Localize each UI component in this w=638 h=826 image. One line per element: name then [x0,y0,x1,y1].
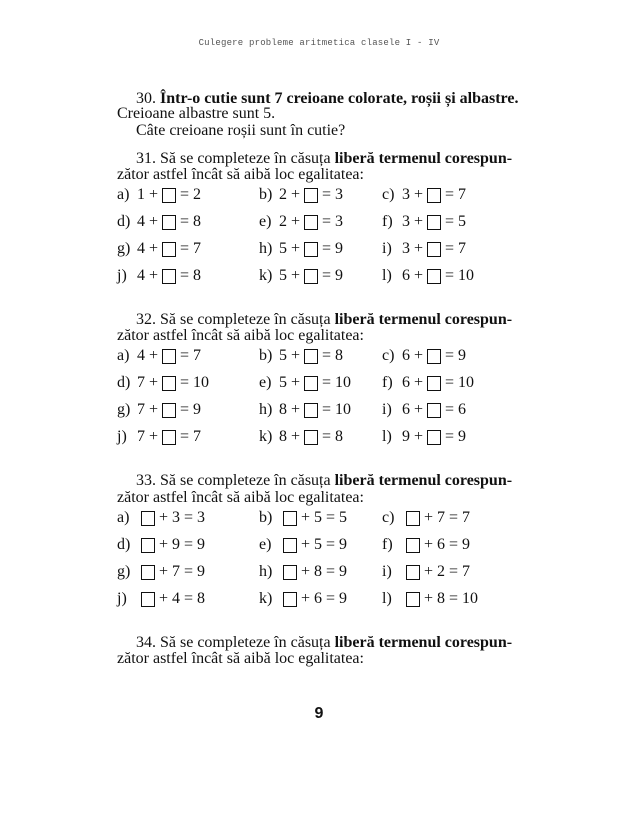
exercise-item [259,590,347,608]
answer-box[interactable] [427,269,441,284]
exercise-item [382,213,466,231]
exercise-right-side: = 10 [322,401,352,418]
problem-34-text-1a: Să se completeze în căsuța [160,634,335,651]
exercise-item [117,590,205,608]
exercise-left-term: 8 + [279,428,301,445]
exercise-right-side: = 10 [445,267,475,284]
exercise-left-term: 5 + [279,267,301,284]
exercise-label: k) [259,428,273,445]
problem-30-number: 30. [136,90,156,107]
exercise-label: h) [259,240,273,257]
exercise-label: d) [117,213,131,230]
exercise-item [259,186,343,204]
exercise-right-side: = 10 [445,374,475,391]
exercise-label: e) [259,536,272,553]
exercise-item [117,186,201,204]
answer-box[interactable] [304,188,318,203]
exercise-right-side: = 3 [322,186,344,203]
running-header: Culegere probleme aritmetica clasele I - IV [198,38,440,48]
exercise-label: f) [382,536,393,553]
exercise-left-term: 8 + [279,401,301,418]
answer-box[interactable] [162,430,176,445]
problem-32-number: 32. [136,311,156,328]
answer-box[interactable] [283,538,297,553]
exercise-item [382,590,478,608]
exercise-right-side: + 6 = 9 [424,536,471,553]
exercise-label: c) [382,347,395,364]
exercise-item [259,563,347,581]
exercise-left-term: 4 + [137,213,159,230]
exercise-right-side: + 5 = 9 [301,536,348,553]
exercise-left-term: 7 + [137,428,159,445]
exercise-item [117,536,205,554]
exercise-left-term: 4 + [137,267,159,284]
exercise-row [117,536,537,563]
exercise-right-side: + 8 = 9 [301,563,348,580]
exercise-label: j) [117,590,127,607]
answer-box[interactable] [141,538,155,553]
answer-box[interactable] [304,242,318,257]
exercise-item [117,347,201,365]
exercise-right-side: = 5 [445,213,467,230]
answer-box[interactable] [427,188,441,203]
exercise-right-side: = 6 [445,401,467,418]
exercise-left-term: 9 + [402,428,424,445]
answer-box[interactable] [304,349,318,364]
problem-32-line-2: zător astfel încât să aibă loc egalitatea: [117,327,364,344]
problem-33-number: 33. [136,472,156,489]
answer-box[interactable] [162,242,176,257]
answer-box[interactable] [406,538,420,553]
answer-box[interactable] [162,349,176,364]
exercise-right-side: = 8 [180,213,202,230]
exercise-label: i) [382,401,392,418]
exercise-label: h) [259,401,273,418]
exercise-item [117,563,205,581]
exercise-label: l) [382,590,392,607]
exercise-right-side: + 2 = 7 [424,563,471,580]
exercise-left-term: 4 + [137,347,159,364]
answer-box[interactable] [162,403,176,418]
exercise-label: l) [382,428,392,445]
problem-31-text-1b: liberă termenul corespun- [334,150,513,167]
problem-33-line-1 [136,472,512,490]
exercise-label: i) [382,240,392,257]
exercise-left-term: 5 + [279,347,301,364]
exercise-item [382,374,474,392]
exercise-item [382,186,466,204]
exercise-label: a) [117,509,130,526]
exercise-right-side: = 2 [180,186,202,203]
exercise-row [117,347,537,374]
problem-33-line-2: zător astfel încât să aibă loc egalitatea: [117,489,364,506]
exercise-left-term: 3 + [402,213,424,230]
problem-30-text-1: Într-o cutie sunt 7 creioane colorate, roșii și albastre. [160,90,519,107]
exercise-label: a) [117,186,130,203]
exercise-item [117,240,201,258]
exercise-right-side: + 5 = 5 [301,509,348,526]
exercise-label: d) [117,374,131,391]
exercise-label: g) [117,563,131,580]
problem-34-number: 34. [136,634,156,651]
problem-31-number: 31. [136,150,156,167]
exercise-row [117,428,537,455]
answer-box[interactable] [304,403,318,418]
exercise-right-side: + 9 = 9 [159,536,206,553]
answer-box[interactable] [406,592,420,607]
page-number: 9 [314,705,324,722]
problem-34-text-1b: liberă termenul corespun- [334,634,513,651]
exercise-label: a) [117,347,130,364]
exercise-item [259,428,343,446]
exercise-right-side: = 9 [322,240,344,257]
problem-31-text-1a: Să se completeze în căsuța [160,150,335,167]
exercise-right-side: = 7 [445,186,467,203]
problem-31-exercises [117,186,537,294]
answer-box[interactable] [406,565,420,580]
exercise-right-side: = 8 [322,347,344,364]
exercise-item [117,401,201,419]
exercise-item [259,509,347,527]
exercise-label: c) [382,186,395,203]
exercise-label: k) [259,267,273,284]
exercise-label: g) [117,240,131,257]
answer-box[interactable] [427,403,441,418]
answer-box[interactable] [304,215,318,230]
answer-box[interactable] [283,511,297,526]
exercise-item [259,401,351,419]
exercise-label: i) [382,563,392,580]
problem-30-line-3: Câte creioane roșii sunt în cutie? [136,122,346,139]
exercise-row [117,240,537,267]
exercise-item [259,240,343,258]
exercise-right-side: + 3 = 3 [159,509,206,526]
exercise-label: k) [259,590,273,607]
exercise-left-term: 4 + [137,240,159,257]
problem-31-line-2: zător astfel încât să aibă loc egalitatea: [117,166,364,183]
exercise-row [117,563,537,590]
exercise-label: b) [259,509,273,526]
exercise-label: c) [382,509,395,526]
exercise-right-side: = 8 [180,267,202,284]
exercise-left-term: 6 + [402,347,424,364]
exercise-item [117,509,205,527]
exercise-item [382,536,470,554]
exercise-right-side: = 9 [180,401,202,418]
exercise-item [382,240,466,258]
exercise-row [117,374,537,401]
exercise-right-side: = 3 [322,213,344,230]
problem-33-exercises [117,509,537,617]
answer-box[interactable] [162,269,176,284]
problem-34-line-2: zător astfel încât să aibă loc egalitatea: [117,650,364,667]
exercise-label: e) [259,213,272,230]
exercise-label: e) [259,374,272,391]
exercise-right-side: = 9 [322,267,344,284]
problem-33-text-1b: liberă termenul corespun- [334,472,513,489]
exercise-left-term: 3 + [402,240,424,257]
exercise-left-term: 6 + [402,374,424,391]
exercise-right-side: = 8 [322,428,344,445]
exercise-label: j) [117,428,127,445]
exercise-item [259,267,343,285]
exercise-left-term: 6 + [402,267,424,284]
answer-box[interactable] [427,215,441,230]
exercise-label: g) [117,401,131,418]
exercise-right-side: + 4 = 8 [159,590,206,607]
exercise-right-side: = 7 [180,347,202,364]
exercise-label: d) [117,536,131,553]
exercise-row [117,267,537,294]
answer-box[interactable] [141,511,155,526]
exercise-left-term: 7 + [137,401,159,418]
exercise-left-term: 7 + [137,374,159,391]
exercise-left-term: 3 + [402,186,424,203]
exercise-label: j) [117,267,127,284]
exercise-item [259,213,343,231]
exercise-left-term: 1 + [137,186,159,203]
exercise-label: l) [382,267,392,284]
exercise-row [117,590,537,617]
exercise-row [117,509,537,536]
exercise-right-side: = 10 [322,374,352,391]
answer-box[interactable] [141,592,155,607]
exercise-label: b) [259,186,273,203]
exercise-item [382,509,470,527]
answer-box[interactable] [427,430,441,445]
exercise-item [259,374,351,392]
answer-box[interactable] [283,592,297,607]
answer-box[interactable] [283,565,297,580]
problem-32-text-1a: Să se completeze în căsuța [160,311,335,328]
answer-box[interactable] [304,269,318,284]
exercise-row [117,213,537,240]
exercise-right-side: = 9 [445,347,467,364]
exercise-item [259,347,343,365]
answer-box[interactable] [427,376,441,391]
exercise-right-side: = 7 [445,240,467,257]
exercise-label: f) [382,213,393,230]
problem-33-text-1a: Să se completeze în căsuța [160,472,335,489]
exercise-label: b) [259,347,273,364]
exercise-left-term: 2 + [279,186,301,203]
exercise-item [117,374,209,392]
exercise-right-side: = 7 [180,428,202,445]
exercise-label: f) [382,374,393,391]
exercise-left-term: 2 + [279,213,301,230]
exercise-right-side: + 8 = 10 [424,590,479,607]
answer-box[interactable] [427,242,441,257]
exercise-right-side: = 7 [180,240,202,257]
exercise-label: h) [259,563,273,580]
problem-30-line-2: Creioane albastre sunt 5. [117,105,276,122]
answer-box[interactable] [304,430,318,445]
exercise-item [259,536,347,554]
answer-box[interactable] [162,215,176,230]
answer-box[interactable] [427,349,441,364]
answer-box[interactable] [406,511,420,526]
exercise-item [117,428,201,446]
exercise-row [117,186,537,213]
problem-32-exercises [117,347,537,455]
exercise-right-side: + 7 = 7 [424,509,471,526]
exercise-right-side: + 6 = 9 [301,590,348,607]
exercise-item [382,267,474,285]
exercise-left-term: 6 + [402,401,424,418]
answer-box[interactable] [162,376,176,391]
exercise-right-side: = 10 [180,374,210,391]
exercise-item [117,213,201,231]
exercise-right-side: = 9 [445,428,467,445]
exercise-item [382,347,466,365]
exercise-left-term: 5 + [279,240,301,257]
exercise-item [382,428,466,446]
exercise-right-side: + 7 = 9 [159,563,206,580]
answer-box[interactable] [141,565,155,580]
exercise-item [382,401,466,419]
exercise-left-term: 5 + [279,374,301,391]
exercise-row [117,401,537,428]
exercise-item [117,267,201,285]
answer-box[interactable] [304,376,318,391]
problem-32-text-1b: liberă termenul corespun- [334,311,513,328]
answer-box[interactable] [162,188,176,203]
exercise-item [382,563,470,581]
